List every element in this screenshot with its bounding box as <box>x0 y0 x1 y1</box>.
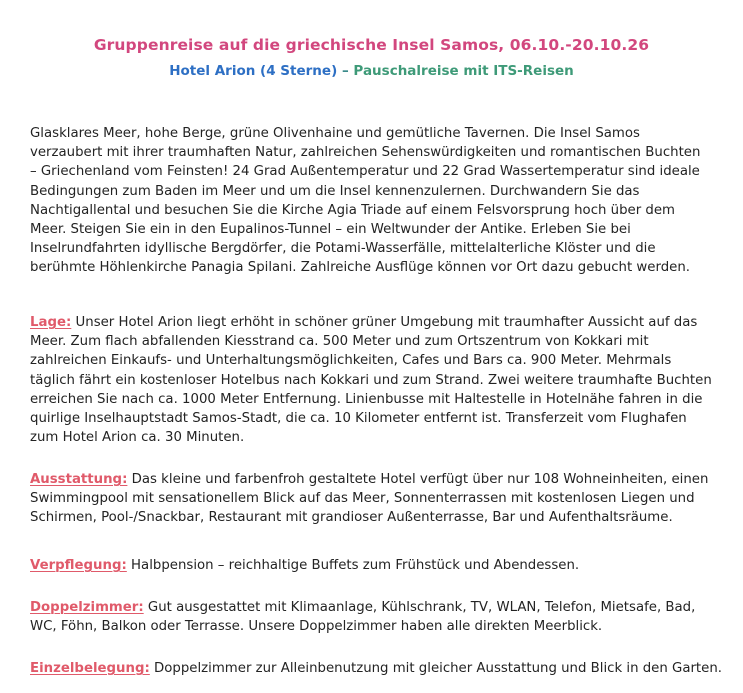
verpflegung-text: Halbpension – reichhaltige Buffets zum Frühstück und Abendessen. <box>126 558 580 573</box>
einzelbelegung-line <box>30 659 730 678</box>
lage-line: erreichen Sie nach ca. 1000 Meter Entfernung. Linienbusse mit Haltestelle in Hotelnähe fahren in die <box>30 391 703 407</box>
lage-label: Lage: <box>30 315 72 330</box>
doppelzimmer-line: WC, Föhn, Balkon oder Terrasse. Unsere Doppelzimmer haben alle direkten Meerblick. <box>30 619 603 635</box>
einzelbelegung-paragraph <box>30 659 730 678</box>
lage-text: Unser Hotel Arion liegt erhöht in schöner grüner Umgebung mit traumhafter Aussicht auf das <box>71 315 698 330</box>
lage-line: täglich fährt ein kostenloser Hotelbus nach Kokkari und zum Strand. Zwei weitere traumhafte Buchten <box>30 372 712 388</box>
intro-line: berühmte Höhlenkirche Panagia Spilani. Zahlreiche Ausflüge können vor Ort dazu gebucht werden. <box>30 260 690 276</box>
lage-paragraph <box>30 313 730 447</box>
intro-line: Bedingungen zum Baden im Meer und um die Insel kennenzulernen. Durchwandern Sie das <box>30 183 640 199</box>
einzelbelegung-text: Doppelzimmer zur Alleinbenutzung mit gleicher Ausstattung und Blick in den Garten. <box>149 661 722 676</box>
ausstattung-first-line <box>30 470 730 489</box>
intro-paragraph <box>30 124 730 278</box>
doppelzimmer-first-line <box>30 598 730 617</box>
hotel-name: Hotel Arion (4 Sterne) <box>169 63 338 79</box>
lage-line: Meer. Zum flach abfallenden Kiesstrand ca. 500 Meter und zum Ortszentrum von Kokkari mit <box>30 334 649 350</box>
doppelzimmer-paragraph <box>30 598 730 636</box>
subtitle-dash: – <box>341 63 349 79</box>
ausstattung-line: Swimmingpool mit sensationellem Blick auf das Meer, Sonnenterrassen mit kostenlosen Liegen und <box>30 491 695 507</box>
page-title: Gruppenreise auf die griechische Insel Samos, 06.10.-20.10.26 <box>93 36 650 54</box>
lage-line: zum Hotel Arion ca. 30 Minuten. <box>30 430 245 446</box>
intro-line: Meer. Steigen Sie ein in den Eupalinos-Tunnel – ein Weltwunder der Antike. Erleben Sie bei <box>30 222 631 238</box>
verpflegung-line <box>30 556 730 575</box>
ausstattung-paragraph <box>30 470 730 528</box>
page-subtitle <box>0 63 743 79</box>
intro-line: verzaubert mit ihrer traumhaften Natur, zahlreichen Sehenswürdigkeiten und romantischen Buchten <box>30 145 701 161</box>
ausstattung-text: Das kleine und farbenfroh gestaltete Hotel verfügt über nur 108 Wohneinheiten, einen <box>127 472 709 487</box>
lage-line: quirlige Inselhauptstadt Samos-Stadt, die ca. 10 Kilometer entfernt ist. Transferzeit vom Flughafen <box>30 411 687 427</box>
lage-first-line <box>30 313 730 332</box>
lage-line: zahlreichen Einkaufs- und Unterhaltungsmöglichkeiten, Cafes und Bars ca. 900 Meter. Mehrmals <box>30 353 672 369</box>
intro-line: Nachtigallental und besuchen Sie die Kirche Agia Triade auf einem Felsvorsprung hoch über dem <box>30 202 675 218</box>
doppelzimmer-label: Doppelzimmer: <box>30 600 144 615</box>
intro-line: Glasklares Meer, hohe Berge, grüne Olivenhaine und gemütliche Tavernen. Die Insel Samos <box>30 126 640 141</box>
package-info: Pauschalreise mit ITS-Reisen <box>353 63 574 79</box>
ausstattung-label: Ausstattung: <box>30 472 128 487</box>
intro-line: – Griechenland vom Feinsten! 24 Grad Außentemperatur und 22 Grad Wassertemperatur sind ideale <box>30 164 700 180</box>
ausstattung-line: Schirmen, Pool-/Snackbar, Restaurant mit grandioser Außenterrasse, Bar und Aufenthaltsräume. <box>30 510 673 526</box>
einzelbelegung-label: Einzelbelegung: <box>30 661 150 676</box>
doppelzimmer-text: Gut ausgestattet mit Klimaanlage, Kühlschrank, TV, WLAN, Telefon, Mietsafe, Bad, <box>143 600 696 615</box>
verpflegung-paragraph <box>30 556 730 575</box>
intro-line: Inselrundfahrten idyllische Bergdörfer, die Potami-Wasserfälle, mittelalterliche Klöster und die <box>30 241 656 257</box>
verpflegung-label: Verpflegung: <box>30 558 127 573</box>
